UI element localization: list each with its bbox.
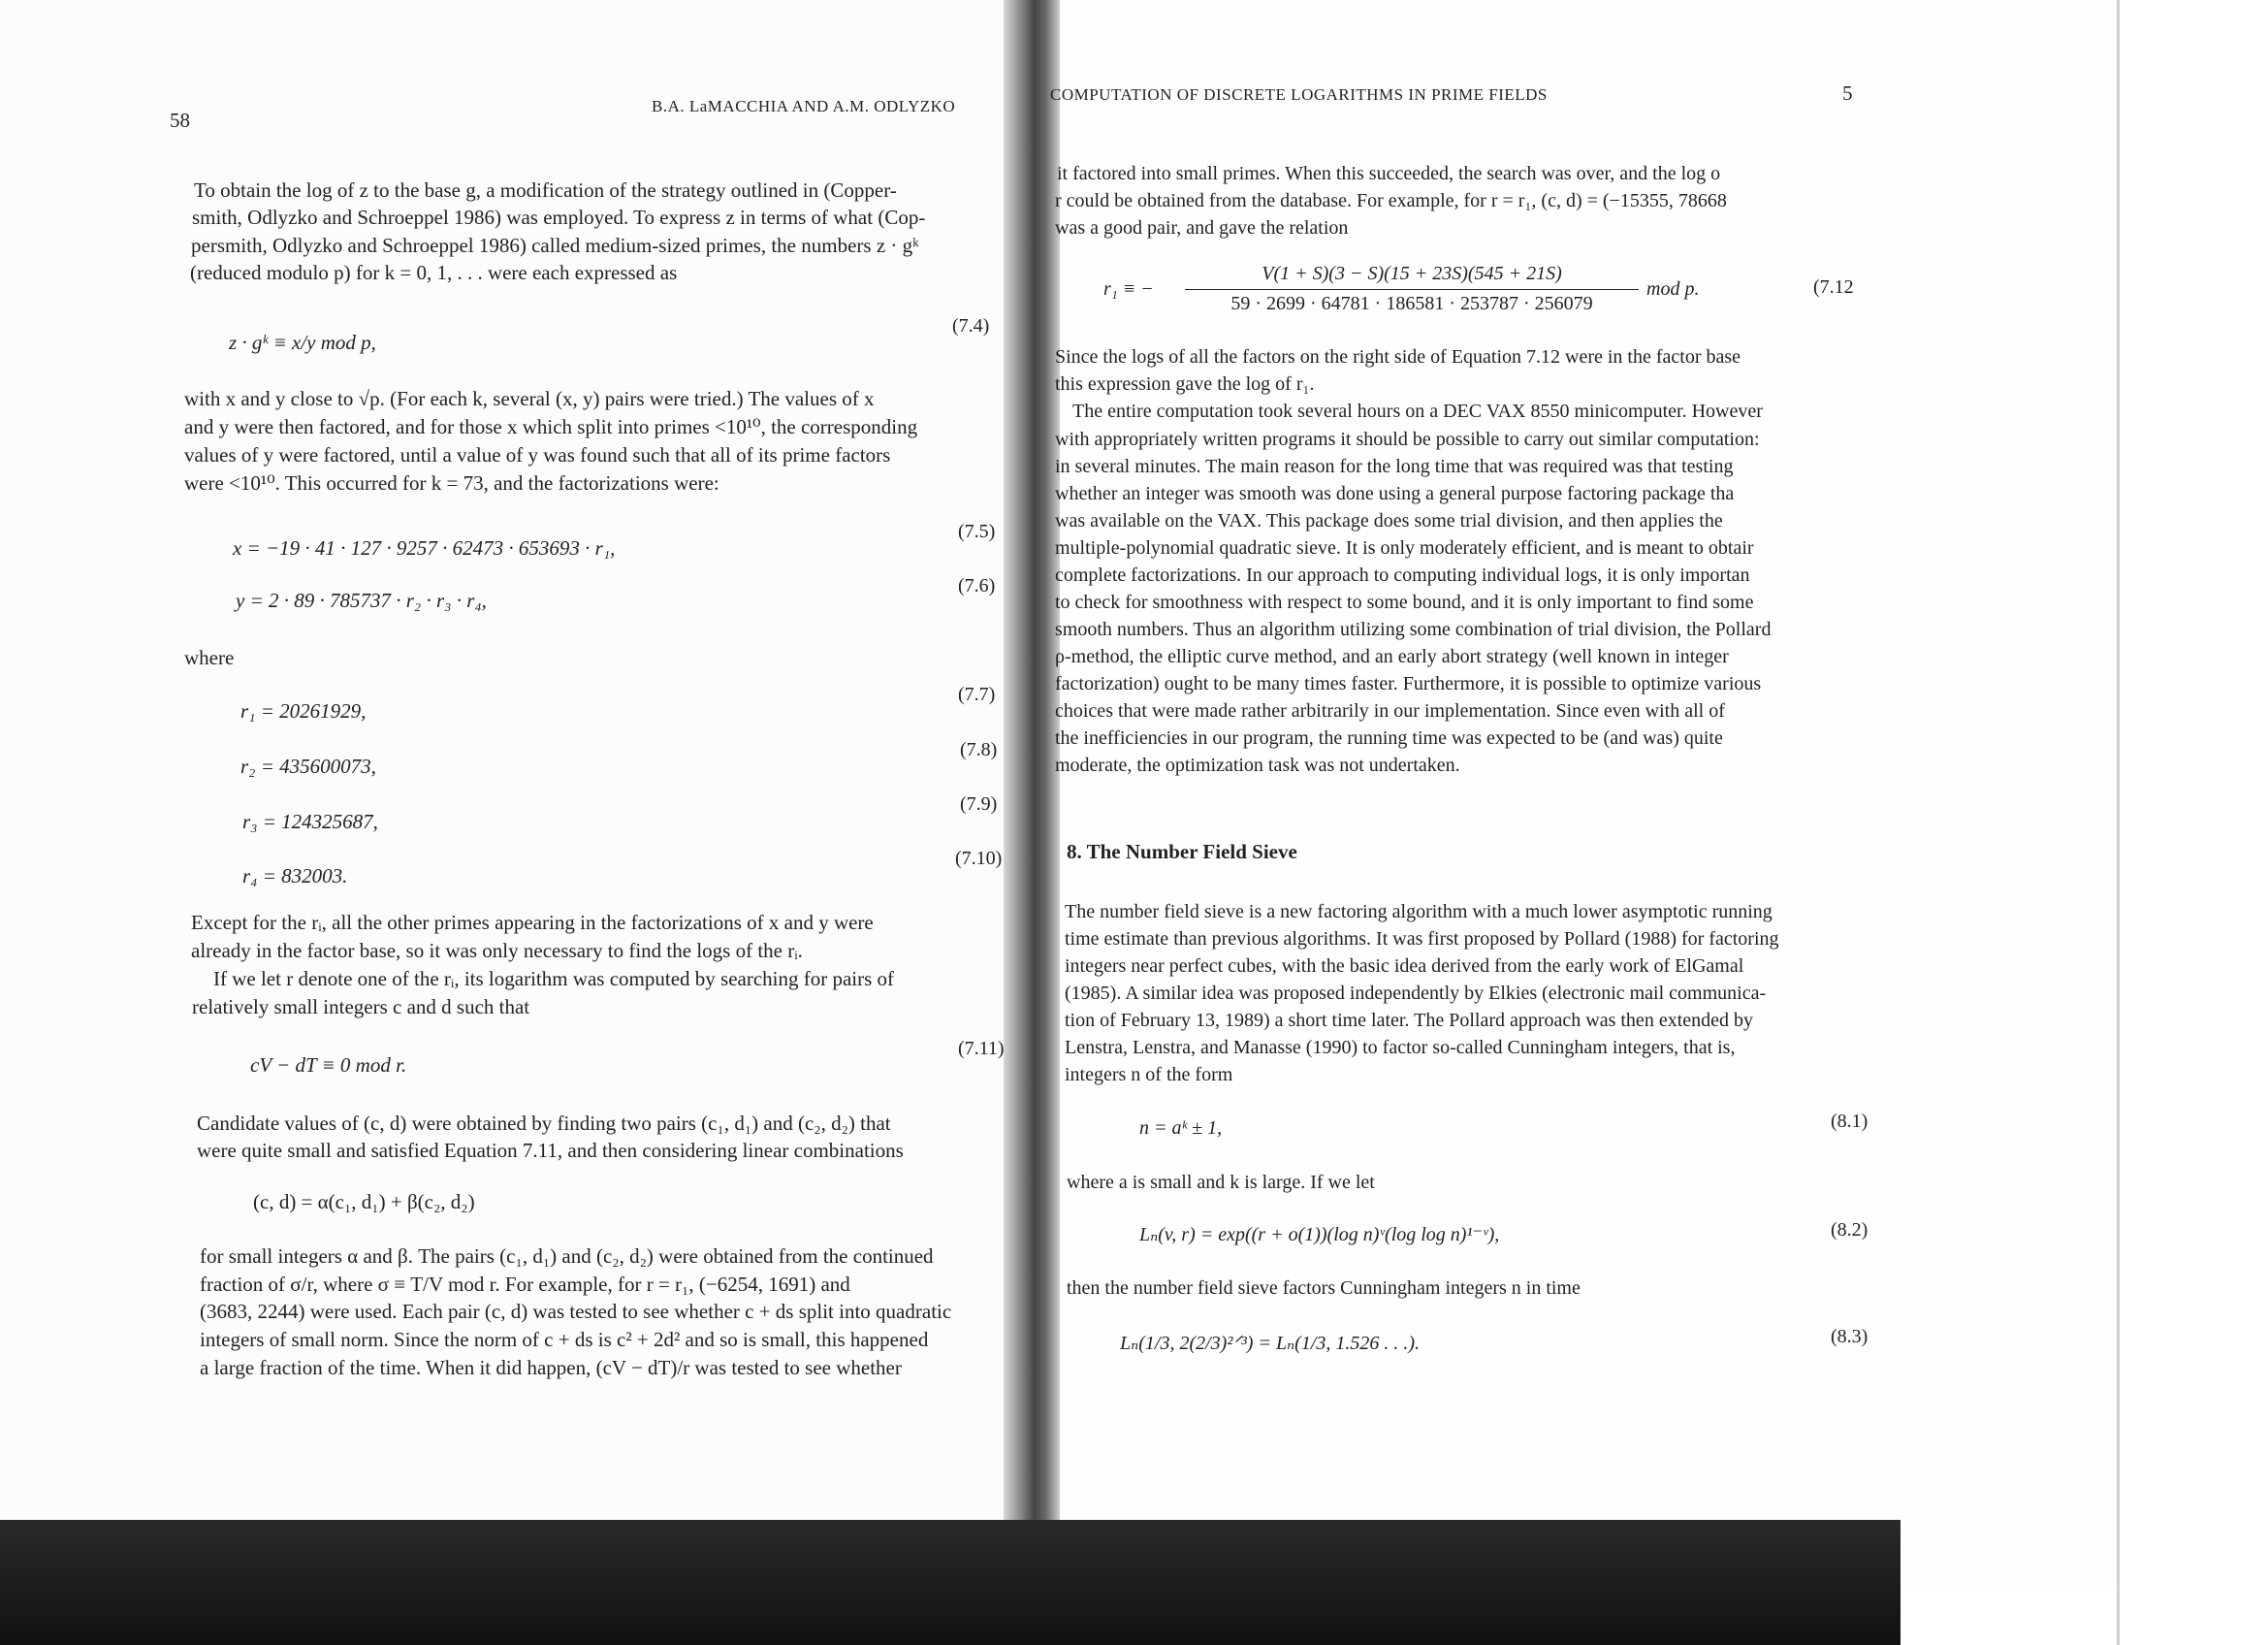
- text-line: Except for the rᵢ, all the other primes appearing in the factorizations of x and y were: [191, 911, 874, 934]
- equation-7-4: z · gᵏ ≡ x/y mod p,: [229, 331, 376, 354]
- text-line: relatively small integers c and d such that: [192, 995, 530, 1018]
- equation-number: (7.12: [1813, 276, 1854, 298]
- text-line: in several minutes. The main reason for the long time that was required was that testing: [1055, 456, 1734, 477]
- text-line: persmith, Odlyzko and Schroeppel 1986) called medium-sized primes, the numbers z · gᵏ: [191, 234, 919, 257]
- text-line: was a good pair, and gave the relation: [1055, 217, 1349, 239]
- text-line: smith, Odlyzko and Schroeppel 1986) was employed. To express z in terms of what (Cop-: [192, 206, 926, 229]
- equation-7-9: r₃ = 124325687,: [242, 810, 378, 833]
- text-line: The entire computation took several hours on a DEC VAX 8550 minicomputer. However: [1072, 401, 1763, 422]
- equation-rhs: mod p.: [1646, 278, 1700, 300]
- text-line: (1985). A similar idea was proposed independently by Elkies (electronic mail communica-: [1065, 983, 1767, 1004]
- equation-number: (7.7): [958, 684, 996, 705]
- text-line: values of y were factored, until a value of y was found such that all of its prime factors: [184, 443, 891, 467]
- equation-7-11: cV − dT ≡ 0 mod r.: [250, 1053, 407, 1077]
- equation-7-5: x = −19 · 41 · 127 · 9257 · 62473 · 653693 · r₁,: [233, 536, 616, 560]
- text-line: were quite small and satisfied Equation 7.11, and then considering linear combinations: [197, 1139, 904, 1162]
- section-heading: 8. The Number Field Sieve: [1067, 840, 1297, 863]
- equation-number: (7.9): [960, 793, 998, 815]
- equation-number: (7.10): [955, 848, 1003, 869]
- equation-8-1: n = aᵏ ± 1,: [1139, 1117, 1223, 1139]
- text-line: the inefficiencies in our program, the running time was expected to be (and was) quite: [1055, 727, 1723, 749]
- text-line: choices that were made rather arbitrarily in our implementation. Since even with all of: [1055, 700, 1725, 722]
- text-line: and y were then factored, and for those x which split into primes <10¹⁰, the corresponding: [184, 415, 918, 438]
- text-line: integers near perfect cubes, with the basic idea derived from the early work of ElGamal: [1065, 955, 1744, 977]
- equation-8-2: Lₙ(v, r) = exp((r + o(1))(log n)ᵛ(log log n)¹⁻ᵛ),: [1139, 1224, 1500, 1245]
- text-line: integers n of the form: [1065, 1064, 1233, 1085]
- text-line: moderate, the optimization task was not undertaken.: [1055, 755, 1460, 776]
- text-line: r could be obtained from the database. For example, for r = r₁, (c, d) = (−15355, 78668: [1055, 190, 1727, 211]
- text-line: (reduced modulo p) for k = 0, 1, . . . were each expressed as: [190, 261, 678, 284]
- text-line: was available on the VAX. This package does some trial division, and then applies the: [1055, 510, 1723, 532]
- fraction-denominator: 59 · 2699 · 64781 · 186581 · 253787 · 256079: [1230, 293, 1593, 314]
- text-line: Since the logs of all the factors on the right side of Equation 7.12 were in the factor base: [1055, 346, 1741, 368]
- equation-number: (7.8): [960, 739, 998, 760]
- where-label: where: [184, 646, 235, 669]
- equation-8-3: Lₙ(1/3, 2(2/3)²ᐟ³) = Lₙ(1/3, 1.526 . . .).: [1120, 1333, 1421, 1354]
- text-line: then the number field sieve factors Cunningham integers n in time: [1067, 1277, 1581, 1299]
- text-line: ρ-method, the elliptic curve method, and an early abort strategy (well known in integer: [1055, 646, 1729, 667]
- text-line: integers of small norm. Since the norm of c + ds is c² + 2d² and so is small, this happened: [200, 1328, 929, 1351]
- text-line: for small integers α and β. The pairs (c₁, d₁) and (c₂, d₂) were obtained from the continued: [200, 1244, 934, 1268]
- text-line: with appropriately written programs it should be possible to carry out similar computation:: [1055, 429, 1760, 450]
- text-line: (3683, 2244) were used. Each pair (c, d) was tested to see whether c + ds split into quadratic: [200, 1300, 952, 1323]
- text-line: To obtain the log of z to the base g, a modification of the strategy outlined in (Copper-: [194, 178, 897, 202]
- text-line: Candidate values of (c, d) were obtained by finding two pairs (c₁, d₁) and (c₂, d₂) that: [197, 1112, 891, 1135]
- text-line: The number field sieve is a new factoring algorithm with a much lower asymptotic running: [1065, 901, 1773, 922]
- right-running-head: COMPUTATION OF DISCRETE LOGARITHMS IN PRIME FIELDS: [1050, 85, 1548, 104]
- equation-number: (7.5): [958, 521, 996, 542]
- equation-number: (8.1): [1831, 1111, 1869, 1132]
- scan-bottom-shadow: [0, 1520, 1901, 1645]
- equation-number: (7.6): [958, 575, 996, 597]
- fraction-numerator: V(1 + S)(3 − S)(15 + 23S)(545 + 21S): [1262, 263, 1562, 284]
- text-line: time estimate than previous algorithms. It was first proposed by Pollard (1988) for factoring: [1065, 928, 1779, 950]
- equation-7-10: r₄ = 832003.: [242, 864, 348, 887]
- equation-number: (8.3): [1831, 1326, 1869, 1347]
- right-page-number: 5: [1842, 81, 1853, 105]
- left-running-head: B.A. LaMACCHIA AND A.M. ODLYZKO: [652, 97, 956, 115]
- text-line: factorization) ought to be many times faster. Furthermore, it is possible to optimize various: [1055, 673, 1762, 694]
- text-line: Lenstra, Lenstra, and Manasse (1990) to factor so-called Cunningham integers, that is,: [1065, 1037, 1736, 1058]
- equation-number: (8.2): [1831, 1219, 1869, 1241]
- book-gutter-shadow: [1004, 0, 1060, 1528]
- text-line: this expression gave the log of r₁.: [1055, 373, 1315, 395]
- text-line: already in the factor base, so it was only necessary to find the logs of the rᵢ.: [191, 939, 803, 962]
- text-line: If we let r denote one of the rᵢ, its logarithm was computed by searching for pairs of: [213, 967, 895, 990]
- text-line: with x and y close to √p. (For each k, several (x, y) pairs were tried.) The values of x: [184, 387, 875, 410]
- equation-lhs: r₁ ≡ −: [1103, 278, 1154, 300]
- text-line: complete factorizations. In our approach to computing individual logs, it is only importan: [1055, 564, 1750, 586]
- equation-7-8: r₂ = 435600073,: [240, 755, 376, 778]
- text-line: multiple-polynomial quadratic sieve. It is only moderately efficient, and is meant to obtair: [1055, 537, 1754, 559]
- text-line: smooth numbers. Thus an algorithm utilizing some combination of trial division, the Pollard: [1055, 619, 1772, 640]
- text-line: tion of February 13, 1989) a short time later. The Pollard approach was then extended by: [1065, 1010, 1753, 1031]
- equation-7-6: y = 2 · 89 · 785737 · r₂ · r₃ · r₄,: [236, 589, 487, 612]
- text-line: were <10¹⁰. This occurred for k = 73, and the factorizations were:: [184, 471, 719, 495]
- text-line: where a is small and k is large. If we let: [1067, 1172, 1375, 1193]
- equation-number: (7.4): [952, 315, 990, 337]
- equation-number: (7.11): [958, 1038, 1005, 1059]
- scan-margin: [2120, 0, 2268, 1645]
- text-line: to check for smoothness with respect to some bound, and it is only important to find some: [1055, 592, 1754, 613]
- text-line: a large fraction of the time. When it did happen, (cV − dT)/r was tested to see whether: [200, 1356, 902, 1379]
- left-page-number: 58: [170, 109, 190, 132]
- equation-7-7: r₁ = 20261929,: [240, 699, 367, 723]
- text-line: fraction of σ/r, where σ ≡ T/V mod r. For example, for r = r₁, (−6254, 1691) and: [200, 1273, 850, 1296]
- text-line: it factored into small primes. When this succeeded, the search was over, and the log o: [1057, 163, 1721, 184]
- equation-linear-combination: (c, d) = α(c₁, d₁) + β(c₂, d₂): [253, 1190, 475, 1213]
- text-line: whether an integer was smooth was done using a general purpose factoring package tha: [1055, 483, 1735, 504]
- fraction-bar: [1185, 289, 1639, 290]
